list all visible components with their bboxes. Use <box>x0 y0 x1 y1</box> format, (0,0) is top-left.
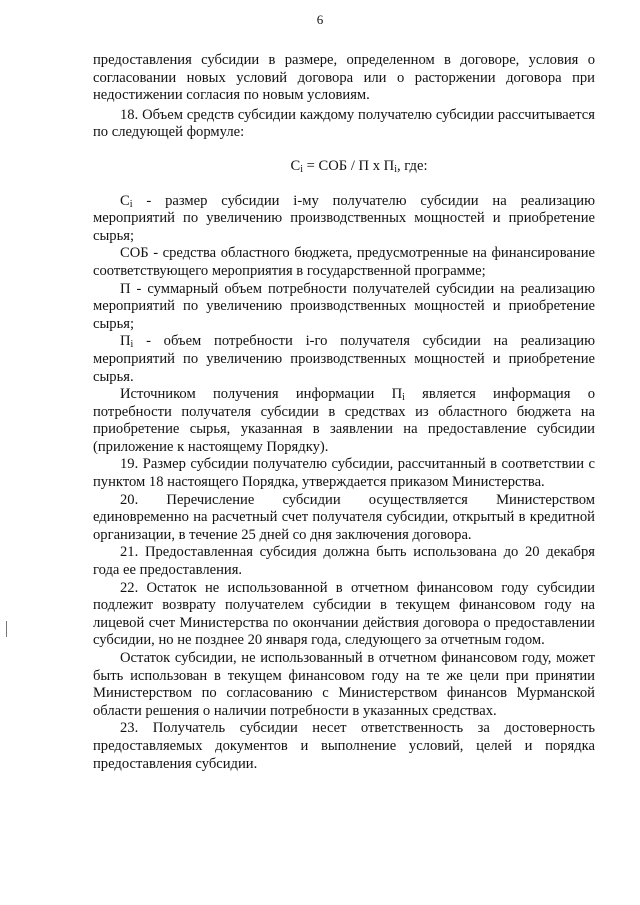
definition-ci-term: C <box>120 192 130 209</box>
definition-pi <box>93 333 595 386</box>
formula-subscript: i <box>394 163 397 175</box>
formula-body: = СОБ / П х П <box>303 157 395 174</box>
paragraph-23: 23. Получатель субсидии несет ответственность за достоверность предоставляемых документов и выполнение условий, целей и порядка предоставления субсидии. <box>93 720 595 772</box>
formula-tail: , где: <box>397 157 428 174</box>
definition-pi-subscript: i <box>130 339 134 351</box>
definition-ci <box>93 193 595 246</box>
page-number: 6 <box>316 12 324 27</box>
paragraph-21: 21. Предоставленная субсидия должна быть использована до 20 декабря года ее предоставления. <box>93 544 595 579</box>
paragraph-18: 18. Объем средств субсидии каждому получателю субсидии рассчитывается по следующей формуле: <box>93 106 595 141</box>
document-body <box>93 52 595 773</box>
formula-lhs: C <box>290 157 301 174</box>
paragraph-22-remainder: Остаток субсидии, не использованный в отчетном финансовом году, может быть использован в текущем финансовом году на те же цели при принятии Министерством по согласованию с Министерством финансов Мурманской области решения о наличии потребности в указанных средствах. <box>93 650 595 719</box>
information-source-pre: Источником получения информации П <box>120 386 403 403</box>
definition-ci-subscript: i <box>129 198 133 210</box>
definition-pi-term: П <box>120 333 131 350</box>
definition-pi-text: - объем потребности i-го получателя субсидии на реализацию мероприятий по увеличению производственных мощностей и приобретение сырья. <box>93 333 595 385</box>
paragraph-20: 20. Перечисление субсидии осуществляется Министерством единовременно на расчетный счет получателя субсидии, открытый в кредитной организации, в течение 25 дней со дня заключения договора. <box>93 491 595 543</box>
information-source-subscript: i <box>402 392 405 404</box>
paragraph-continuation: предоставления субсидии в размере, определенном в договоре, условия о согласовании новых условий договора или о расторжении договора при недостижении согласия по новым условиям. <box>93 52 595 104</box>
definition-sob: СОБ - средства областного бюджета, предусмотренные на финансирование соответствующего мероприятия в государственной программе; <box>93 245 595 279</box>
margin-mark <box>6 621 7 637</box>
paragraph-22: 22. Остаток не использованной в отчетном финансовом году субсидии подлежит возврату получателем субсидии в текущем финансовом году на лицевой счет Министерства по окончании действия договора о предоставлении субсидии, но не позднее 20 января года, следующего за отчетным годом. <box>93 579 595 649</box>
definition-p: П - суммарный объем потребности получателей субсидии на реализацию мероприятий по увеличению производственных мощностей и приобретение сырья; <box>93 280 595 332</box>
formula <box>123 158 595 176</box>
formula-lhs-subscript: i <box>300 163 303 175</box>
information-source-post: является информация о потребности получателя субсидии в средствах из областного бюджета на приобретение сырья, указанная в заявлении на предоставление субсидии (приложение к настоящему Порядку). <box>93 386 595 455</box>
information-source <box>93 386 595 456</box>
definition-ci-text: - размер субсидии i-му получателю субсидии на реализацию мероприятий по увеличению производственных мощностей и приобретение сырья; <box>93 192 595 244</box>
paragraph-19: 19. Размер субсидии получателю субсидии, рассчитанный в соответствии с пунктом 18 настоящего Порядка, утверждается приказом Министерства. <box>93 456 595 491</box>
